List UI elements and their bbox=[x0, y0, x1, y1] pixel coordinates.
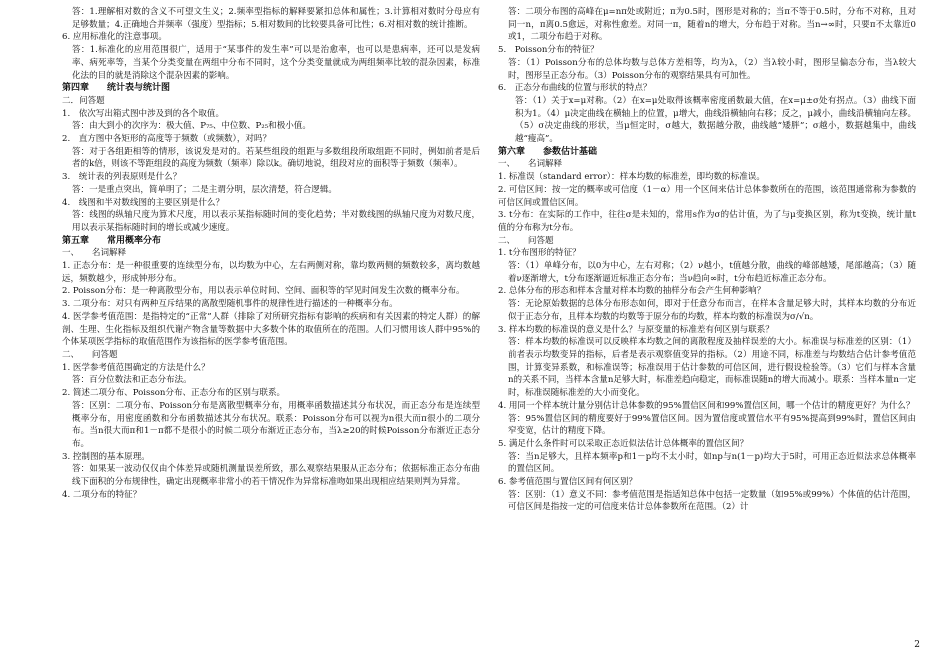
paragraph: 2. 可信区间：按一定的概率或可信度（1－α）用一个区间来估计总体参数所在的范围，该范围通常称为参数的可信区间或置信区间。 bbox=[498, 184, 916, 208]
paragraph: 答：当n足够大，且样本频率p和1－p均不太小时，如np与n(1－p)均大于5时，可用正态近似法求总体概率的置信区间。 bbox=[508, 451, 916, 475]
paragraph: 答：一是重点突出，简单明了；二是主谓分明，层次清楚，符合逻辑。 bbox=[72, 184, 337, 195]
paragraph: 6. 应用标准化的注意事项。 bbox=[62, 32, 167, 43]
left-column bbox=[62, 6, 480, 501]
paragraph: 答：百分位数法和正态分布法。 bbox=[72, 375, 192, 386]
paragraph: 3. 统计表的列表原则是什么？ bbox=[62, 172, 182, 183]
paragraph: 答：95%置信区间的精度要好于99%置信区间。因为置信度或置信水平有95%提高到99%时，置信区间由窄变宽，估计的精度下降。 bbox=[508, 413, 916, 437]
chapter-heading: 第六章 参数估计基础 bbox=[498, 146, 598, 157]
paragraph: 4. 医学参考值范围：是指特定的“正常”人群（排除了对所研究指标有影响的疾病和有关因素的特定人群）的解剖、生理、生化指标及组织代谢产物含量等数据中大多数个体的取值所在的范围。人们习惯用该人群中95%的个体某项医学指标的取值范围作为该指标的医学参考值范围。 bbox=[62, 311, 480, 348]
paragraph: 1. 依次写出箱式图中涉及到的各个取值。 bbox=[62, 108, 224, 119]
paragraph: 2. Poisson分布：是一种离散型分布，用以表示单位时间、空间、面积等的罕见时间发生次数的概率分布。 bbox=[62, 286, 465, 297]
paragraph: 1. 正态分布：是一种很重要的连续型分布，以均数为中心，左右两侧对称，靠均数两侧的频数较多，离均数越远，频数越少，形成钟形分布。 bbox=[62, 261, 480, 284]
paragraph: 答：样本均数的标准误可以反映样本均数之间的离散程度及抽样误差的大小。标准误与标准差的区别：（1）前者表示均数变异的指标，后者是表示观察值变异的指标。（2）用途不同，标准差与均数结合估计参考值范围，计算变异系数，和标准误等；标准误用于估计参数的可信区间，进行假设检验等。（3）它们与样本含量n的关系不同，当样本含量n足够大时，标准差趋向稳定，而标准误随n的增大而减小。联系：当样本量n一定时，标准误随标准差的大小而变化。 bbox=[508, 337, 916, 399]
paragraph: 二、 问答题 bbox=[498, 235, 554, 246]
paragraph: 4. 二项分布的特征？ bbox=[62, 489, 142, 500]
paragraph: 答：区别：（1）意义不同：参考值范围是指适知总体中包括一定数量（如95%或99%）个体值的估计范围，可信区间是指按一定的可信度来估计总体参数所在范围。（2）计 bbox=[508, 489, 916, 513]
paragraph: 3. 样本均数的标准误的意义是什么？与原变量的标准差有何区别与联系？ bbox=[498, 324, 774, 335]
right-column bbox=[498, 6, 916, 514]
chapter-heading: 第五章 常用概率分布 bbox=[62, 235, 162, 246]
paragraph: 答：线图的纵轴尺度为算术尺度，用以表示某指标随时间的变化趋势；半对数线图的纵轴尺度为对数尺度，用以表示某指标随时间的增长或减少速度。 bbox=[72, 210, 480, 233]
paragraph: 4. 用同一个样本统计量分别估计总体参数的95%置信区间和99%置信区间，哪一个估计的精度更好？为什么？ bbox=[498, 400, 915, 411]
paragraph: 答：（1）Poisson分布的总体均数与总体方差相等，均为λ，（2）当λ较小时，图形呈偏态分布，当λ较大时，图形呈正态分布。（3）Poisson分布的观察结果具有可加性。 bbox=[508, 57, 916, 81]
paragraph: 答：如果某一波动仅仅由个体差异或随机测量误差所致，那么观察结果服从正态分布；依据标准正态分布曲线下面积的分布规律性，确定出现概率非常小的若干情况作为异常标准吻如果出现相应结果则判为异常。 bbox=[72, 464, 480, 488]
paragraph: 二、 问答题 bbox=[62, 349, 118, 360]
paragraph: 答：1.理解相对数的含义不可望文生义；2.频率型指标的解释要紧扣总体和属性；3.计算相对数时分母应有足够数量；4.正确地合并频率（强度）型指标；5.相对数间的比较要具备可比性；6.对相对数的统计推断。 bbox=[72, 7, 480, 30]
paragraph: 6. 正态分布曲线的位置与形状的特点？ bbox=[498, 83, 652, 94]
paragraph: 答：区别：二项分布、Poisson分布是离散型概率分布，用概率函数描述其分布状况，而正态分布是连续型概率分布，用密度函数和分布函数描述其分布状况。联系：Poisson分布可以视为n很大而π很小的二项分布。当n很大而π和1－π都不是很小的时候二项分布渐近正态分布，当λ≥20的时候Poisson分布渐近正态分布。 bbox=[72, 400, 480, 449]
paragraph: 答：（1）关于x=μ对称。（2）在x=μ处取得该概率密度函数最大值，在x=μ±σ处有拐点。（3）曲线下面积为1。（4）μ决定曲线在横轴上的位置，μ增大，曲线沿横轴向右移；反之，μ减小，曲线沿横轴向左移。（5）σ决定曲线的形状，当μ恒定时，σ越大，数据越分散，曲线越“矮胖”；σ越小，数据越集中，曲线越“瘦高”。 bbox=[515, 95, 916, 145]
chapter-heading: 第四章 统计表与统计图 bbox=[62, 83, 171, 94]
page-number: 2 bbox=[914, 640, 920, 650]
paragraph: 答：二项分布图的高峰在μ=nπ处或附近；π为0.5时，图形是对称的；当π不等于0.5时，分布不对称，且对同一n，π离0.5愈远，对称性愈差。对同一π，随着n的增大，分布趋于对称。当n→∞时，只要π不太靠近0或1，二项分布趋于对称。 bbox=[508, 7, 916, 43]
paragraph: 4. 线图和半对数线图的主要区别是什么？ bbox=[62, 197, 224, 208]
paragraph: 5. 满足什么条件时可以采取正态近似法估计总体概率的置信区间？ bbox=[498, 438, 749, 449]
paragraph: 答：（1）单峰分布，以0为中心，左右对称；（2）ν越小，t值越分散，曲线的峰部越矮，尾部越高；（3）随着ν逐渐增大，t分布逐渐逼近标准正态分布；当ν趋向∞时，t分布趋近标准正态分布。 bbox=[508, 261, 916, 284]
paragraph: 3. 二项分布：对只有两种互斥结果的离散型随机事件的规律性进行描述的一种概率分布。 bbox=[62, 299, 398, 310]
paragraph: 1. 医学参考值范围确定的方法是什么？ bbox=[62, 362, 210, 373]
paragraph: 答：1.标准化的应用范围很广，适用于“某事件的发生率”可以是治愈率，也可以是患病率，还可以是发病率、病死率等，当某个分类变量在两组中分布不同时，这个分类变量就成为两组频率比较的混杂因素，标准化法的目的就是消除这个混杂因素的影响。 bbox=[72, 45, 480, 81]
paragraph: 2. 总体分布的形态和样本含量对样本均数的抽样分布会产生何种影响？ bbox=[498, 286, 766, 297]
paragraph: 1. 标准误（standard error）：样本均数的标准差，即均数的标准误。 bbox=[498, 172, 765, 183]
paragraph: 3. 控制图的基本原理。 bbox=[62, 451, 150, 462]
paragraph: 答：对于各组距相等的情形，该说发是对的。若某些组段的组距与多数组段所取组距不同时，例如前者是后者的k倍，则该不等距组段的高度为频数（频率）除以k。确切地说，组段对应的面积等于频数（频率）。 bbox=[72, 146, 480, 170]
paragraph: 一、 名词解释 bbox=[62, 248, 127, 259]
paragraph: 6. 参考值范围与置信区间有何区别？ bbox=[498, 477, 638, 488]
paragraph: 答：由大到小的次序为：极大值、P₇₅、中位数、P₂₅和极小值。 bbox=[72, 121, 311, 132]
paragraph: 5. Poisson分布的特征？ bbox=[498, 45, 599, 56]
paragraph: 2. 简述二项分布、Poisson分布、正态分布的区别与联系。 bbox=[62, 388, 286, 399]
paragraph: 答：无论原始数据的总体分布形态如何，即对于任意分布而言，在样本含量足够大时，其样本均数的分布近似于正态分布，且样本均数的均数等于原分布的均数，样本均数的标准误为σ/√n。 bbox=[508, 299, 916, 322]
paragraph: 二．问答题 bbox=[62, 95, 105, 106]
paragraph: 2. 直方图中各矩形的高度等于频数（或频数），对吗？ bbox=[62, 134, 272, 145]
paragraph: 3. t分布：在实际的工作中，往往σ是未知的，常用s作为σ的估计值，为了与μ变换区别，称为t变换，统计量t值的分布称为t分布。 bbox=[498, 210, 916, 233]
paragraph: 1. t分布图形的特征？ bbox=[498, 248, 581, 259]
paragraph: 一、 名词解释 bbox=[498, 159, 563, 170]
